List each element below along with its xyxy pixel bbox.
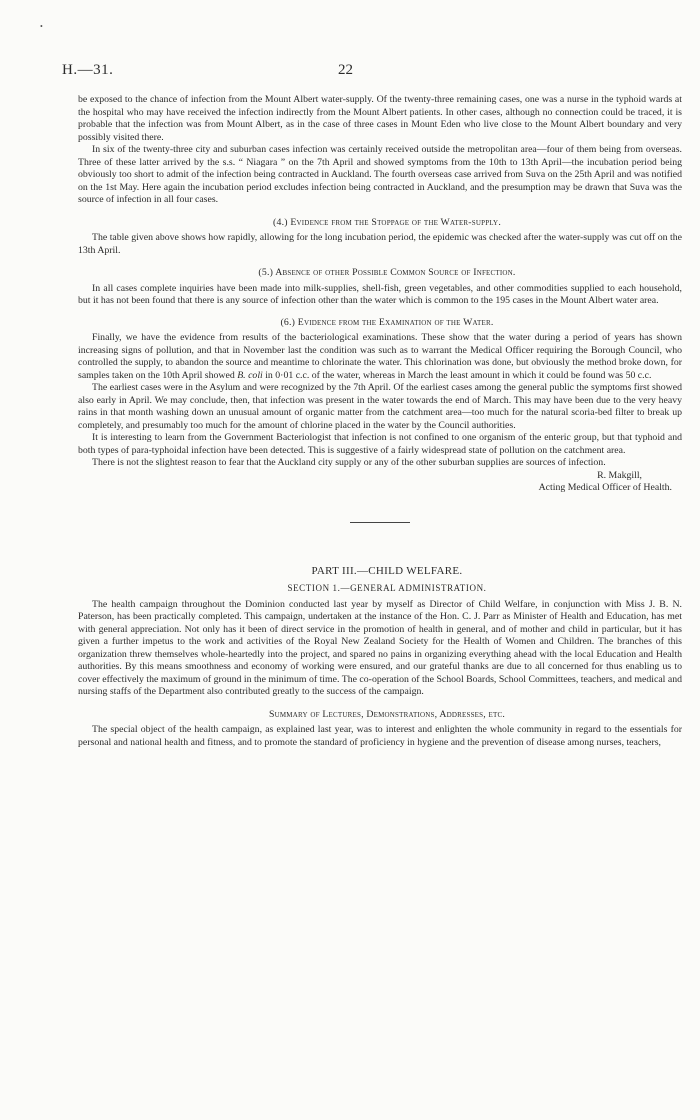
paragraph: The earliest cases were in the Asylum and were recognized by the 7th April. Of the earliest cases among the general public the symptoms first showed also early in April. We may conclude, then, that infection was present in the water towards the end of March. This may have been due to the very heavy rains in that month washing down an unusual amount of organic matter from the catchment area—too much for the natural scoria-bed filter to break up completely, and presumably too much for the amount of chlorine placed in the water by the Council authorities.	[78, 382, 682, 431]
paragraph	[78, 332, 682, 382]
summary-heading: Summary of Lectures, Demonstrations, Addresses, etc.	[268, 708, 505, 720]
section-heading-4: (4.) Evidence from the Stoppage of the Water-supply.	[273, 216, 501, 228]
section-heading-6: (6.) Evidence from the Examination of the Water.	[280, 316, 494, 328]
report-code: H.—31.	[62, 62, 114, 78]
part-title: PART III.—CHILD WELFARE.	[311, 564, 463, 577]
paragraph: In all cases complete inquiries have been made into milk-supplies, shell-fish, green vegetables, and other commodities supplied to each household, but it has not been found that there is any source of infection other than the water which is common to the 195 cases in the Mount Albert water area.	[78, 282, 682, 306]
page-number: 22	[338, 62, 353, 78]
margin-mark: •	[40, 22, 43, 31]
signature-title: Acting Medical Officer of Health.	[538, 482, 672, 493]
text-run: in 0·01 c.c. of the water, whereas in March the least amount in which it could be found was 50 c.c.	[262, 369, 652, 381]
body-text	[78, 94, 682, 749]
paragraph: The table given above shows how rapidly, allowing for the long incubation period, the epidemic was checked after the water-supply was cut off on the 13th April.	[78, 232, 682, 256]
paragraph: It is interesting to learn from the Government Bacteriologist that infection is not confined to one organism of the enteric group, but that typhoid and both types of para-typhoidal infection have been detected. This is suggestive of a fairly widespread state of pollution on the catchment area.	[78, 432, 682, 456]
section-heading-5: (5.) Absence of other Possible Common Source of Infection.	[258, 267, 516, 278]
paragraph: In six of the twenty-three city and suburban cases infection was certainly received outside the metropolitan area—four of them being from overseas. Three of these latter arrived by the s.s. “ Niagara ” on the 7th April and showed symptoms from the 10th to 13th April—the incubation period being obviously too short to admit of the infection being contracted in Auckland. The fourth overseas case arrived from Suva on the 25th April and was notified on the 1st May. Here again the incubation period excludes infection being contracted in Auckland, and the presumption may be drawn that Suva was the source of infection in all four cases.	[78, 144, 682, 205]
italic-term: B. coli	[237, 369, 263, 381]
text-run: Finally, we have the evidence from results of the bacteriological examinations. These show that the water during a period of years has shown increasing signs of pollution, and that in November last the condition was such as to warrant the Medical Officer requiring the Borough Council, who controlled the supply, to abandon the source and meantime to chlorinate the water. This chlorination was done, but obviously the method broke down, for samples taken on the 10th April showed	[78, 332, 682, 381]
paragraph: The special object of the health campaign, as explained last year, was to interest and enlighten the whole community in regard to the essentials for personal and national health and fitness, and to promote the standard of proficiency in hygiene and the prevention of disease among nurses, teachers,	[78, 724, 682, 748]
signature-name: R. Makgill,	[597, 469, 642, 481]
section-title: SECTION 1.—GENERAL ADMINISTRATION.	[287, 583, 487, 593]
paragraph: be exposed to the chance of infection from the Mount Albert water-supply. Of the twenty-three remaining cases, one was a nurse in the typhoid wards at the hospital who may have received the infection indirectly from the Mount Albert patients. In other cases, although no connection could be traced, it is probable that the infection was from Mount Albert, as in the case of three cases in Mount Eden who live close to the Mount Albert boundary and very possibly visited there.	[78, 94, 682, 143]
paragraph: The health campaign throughout the Dominion conducted last year by myself as Director of Child Welfare, in conjunction with Miss J. B. N. Paterson, has been practically completed. This campaign, undertaken at the instance of the Hon. C. J. Parr as Minister of Health and Education, has met with general appreciation. Not only has it been of direct service in the promotion of health in general, and of mother and child in particular, but it has given a further impetus to the work and activities of the Royal New Zealand Society for the Health of Women and Children. The branches of this organization threw themselves whole-heartedly into the project, and spared no pains in organizing everything ahead with the local Education and Health authorities. By this means smoothness and economy of working were ensured, and our grateful thanks are due to all concerned for thus enabling us to cover effectively the maximum of ground in the minimum of time. The co-operation of the School Boards, School Committees, teachers, and medical and nursing staffs of the Department also contributed greatly to the success of the campaign.	[78, 598, 682, 697]
paragraph: There is not the slightest reason to fear that the Auckland city supply or any of the other suburban supplies are sources of infection.	[92, 457, 606, 468]
